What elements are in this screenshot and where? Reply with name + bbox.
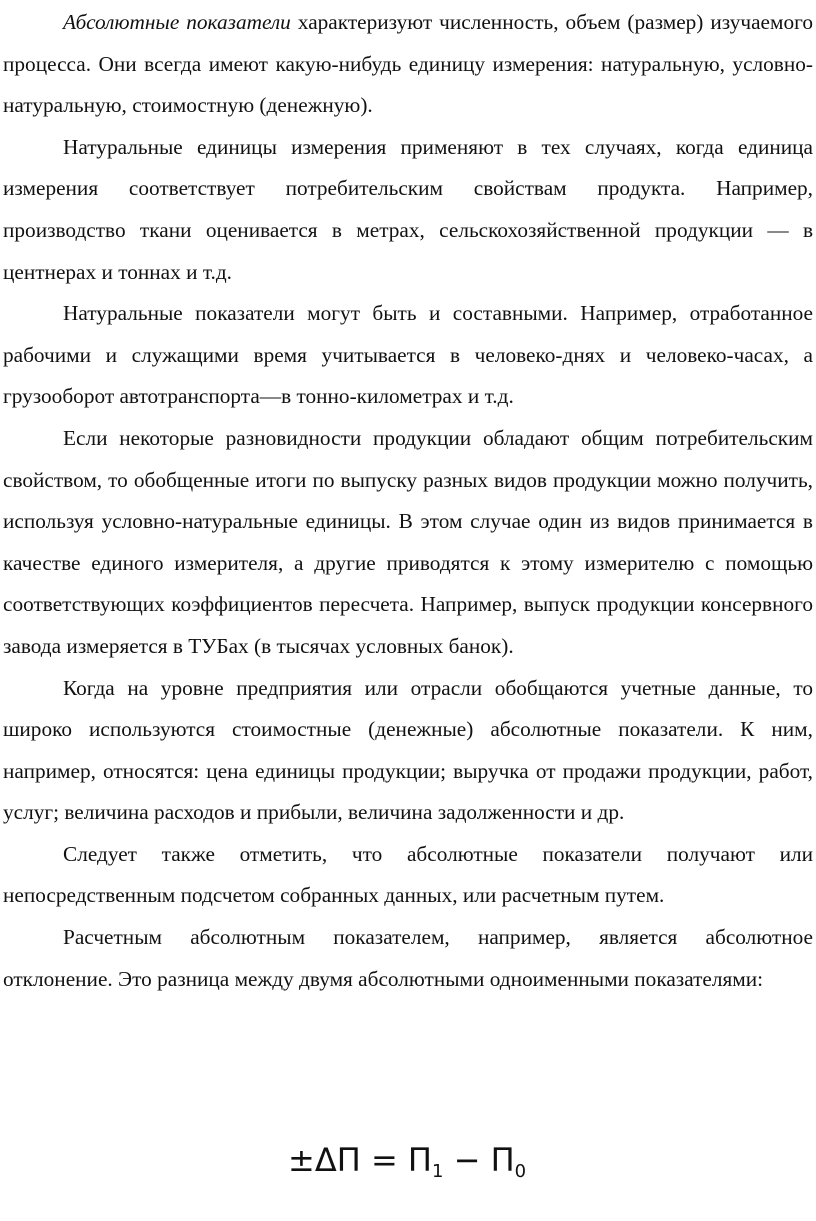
formula-minus: − [453, 1141, 481, 1179]
formula-equals: = [370, 1141, 398, 1179]
paragraph-text: характеризуют численность, объем (размер) изучаемого процесса. Они всегда имеют какую-нибудь единицу измерения: натуральную, условно-натуральную, стоимостную (денежную). [3, 10, 813, 118]
paragraph-absolute-indicators [3, 2, 813, 127]
paragraph-obtaining-methods: Следует также отметить, что абсолютные показатели получают или непосредственным подсчетом собранных данных, или расчетным путем. [3, 841, 813, 908]
formula-term-1: $П_1$ [407, 1141, 444, 1182]
paragraph-absolute-deviation: Расчетным абсолютным показателем, например, является абсолютное отклонение. Это разница между двумя абсолютными одноименными показателями: [3, 925, 813, 991]
paragraph-composite-indicators: Натуральные показатели могут быть и составными. Например, отработанное рабочими и служащими время учитывается в человеко-днях и человеко-часах, а грузооборот автотранспорта—в тонно-километрах и т.д. [3, 301, 813, 409]
paragraph-natural-units: Натуральные единицы измерения применяют в тех случаях, когда единица измерения соответствует потребительским свойствам продукта. Например, производство ткани оценивается в метрах, сельскохозяйственной продукции — в центнерах и тоннах и т.д. [3, 134, 813, 284]
term-absolute-indicators: Абсолютные показатели [63, 10, 291, 34]
paragraph-cost-indicators: Когда на уровне предприятия или отрасли обобщаются учетные данные, то широко используются стоимостные (денежные) абсолютные показатели. К ним, например, относятся: цена единицы продукции; выручка от продажи продукции, работ, услуг; величина расходов и прибыли, величина задолженности и др. [3, 675, 813, 825]
absolute-deviation-formula [288, 1140, 526, 1192]
paragraph-conditional-natural-units: Если некоторые разновидности продукции обладают общим потребительским свойством, то обобщенные итоги по выпуску разных видов продукции можно получить, используя условно-натуральные единицы. В этом случае один из видов принимается в качестве единого измерителя, а другие приводятся к этому измерителю с помощью соответствующих коэффициентов пересчета. Например, выпуск продукции консервного завода измеряется в ТУБах (в тысячах условных банок). [3, 425, 813, 658]
formula-term-0: $П_0$ [490, 1141, 527, 1182]
document-page [3, 0, 813, 1000]
formula-lhs: ±ΔП [288, 1141, 361, 1179]
